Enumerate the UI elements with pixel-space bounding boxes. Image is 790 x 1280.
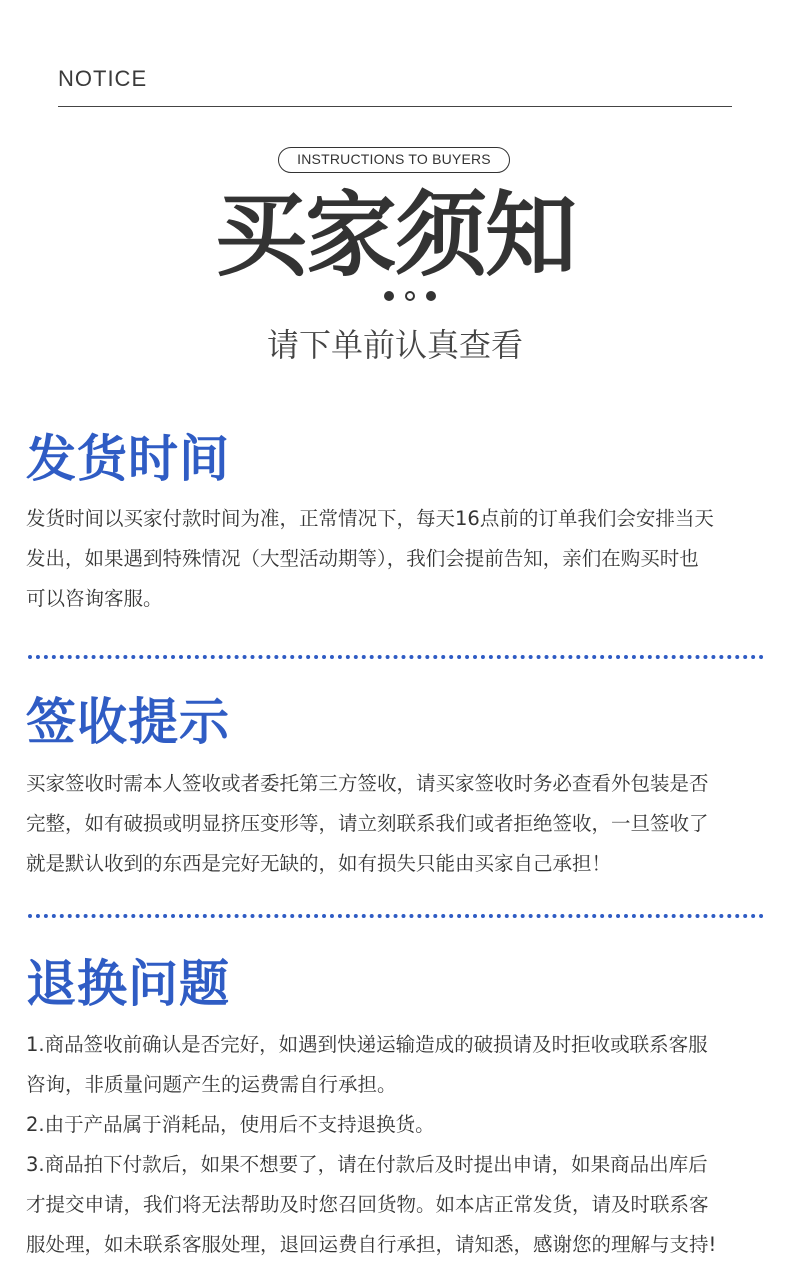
header-divider [58, 106, 732, 107]
instructions-pill: INSTRUCTIONS TO BUYERS [278, 147, 510, 173]
section-heading-shipping-time: 发货时间 [26, 430, 230, 488]
section-divider [28, 655, 764, 659]
page-subtitle: 请下单前认真查看 [266, 326, 523, 364]
notice-label: NOTICE [58, 66, 148, 91]
body-line: 买家签收时需本人签收或者委托第三方签收，请买家签收时务必查看外包装是否 [26, 772, 709, 795]
page-title: 买家须知 [214, 182, 575, 289]
body-line: 3.商品拍下付款后，如果不想要了，请在付款后及时提出申请，如果商品出库后 [26, 1153, 708, 1176]
body-line: 发货时间以买家付款时间为准，正常情况下，每天16点前的订单我们会安排当天 [26, 507, 714, 530]
body-line: 完整，如有破损或明显挤压变形等，请立刻联系我们或者拒绝签收，一旦签收了 [26, 812, 709, 835]
section-body-delivery-tips [26, 764, 766, 884]
section-body-shipping-time [26, 499, 766, 619]
body-line: 发出，如果遇到特殊情况（大型活动期等），我们会提前告知，亲们在购买时也 [26, 547, 699, 570]
section-heading-delivery-tips: 签收提示 [26, 693, 230, 751]
body-line: 2.由于产品属于消耗品，使用后不支持退换货。 [26, 1113, 435, 1136]
dot-icon [426, 291, 436, 301]
body-line: 1.商品签收前确认是否完好，如遇到快递运输造成的破损请及时拒收或联系客服 [26, 1033, 708, 1056]
ring-icon [405, 291, 415, 301]
body-line: 可以咨询客服。 [26, 587, 163, 610]
section-heading-returns: 退换问题 [26, 955, 230, 1013]
dot-icon [384, 291, 394, 301]
section-divider [28, 914, 764, 918]
decorative-dots [384, 291, 436, 303]
body-line: 服处理，如未联系客服处理，退回运费自行承担，请知悉，感谢您的理解与支持! [26, 1233, 717, 1256]
section-body-returns [26, 1025, 766, 1265]
body-line: 咨询，非质量问题产生的运费需自行承担。 [26, 1073, 397, 1096]
body-line: 就是默认收到的东西是完好无缺的，如有损失只能由买家自己承担！ [26, 852, 612, 875]
body-line: 才提交申请，我们将无法帮助及时您召回货物。如本店正常发货，请及时联系客 [26, 1193, 709, 1216]
